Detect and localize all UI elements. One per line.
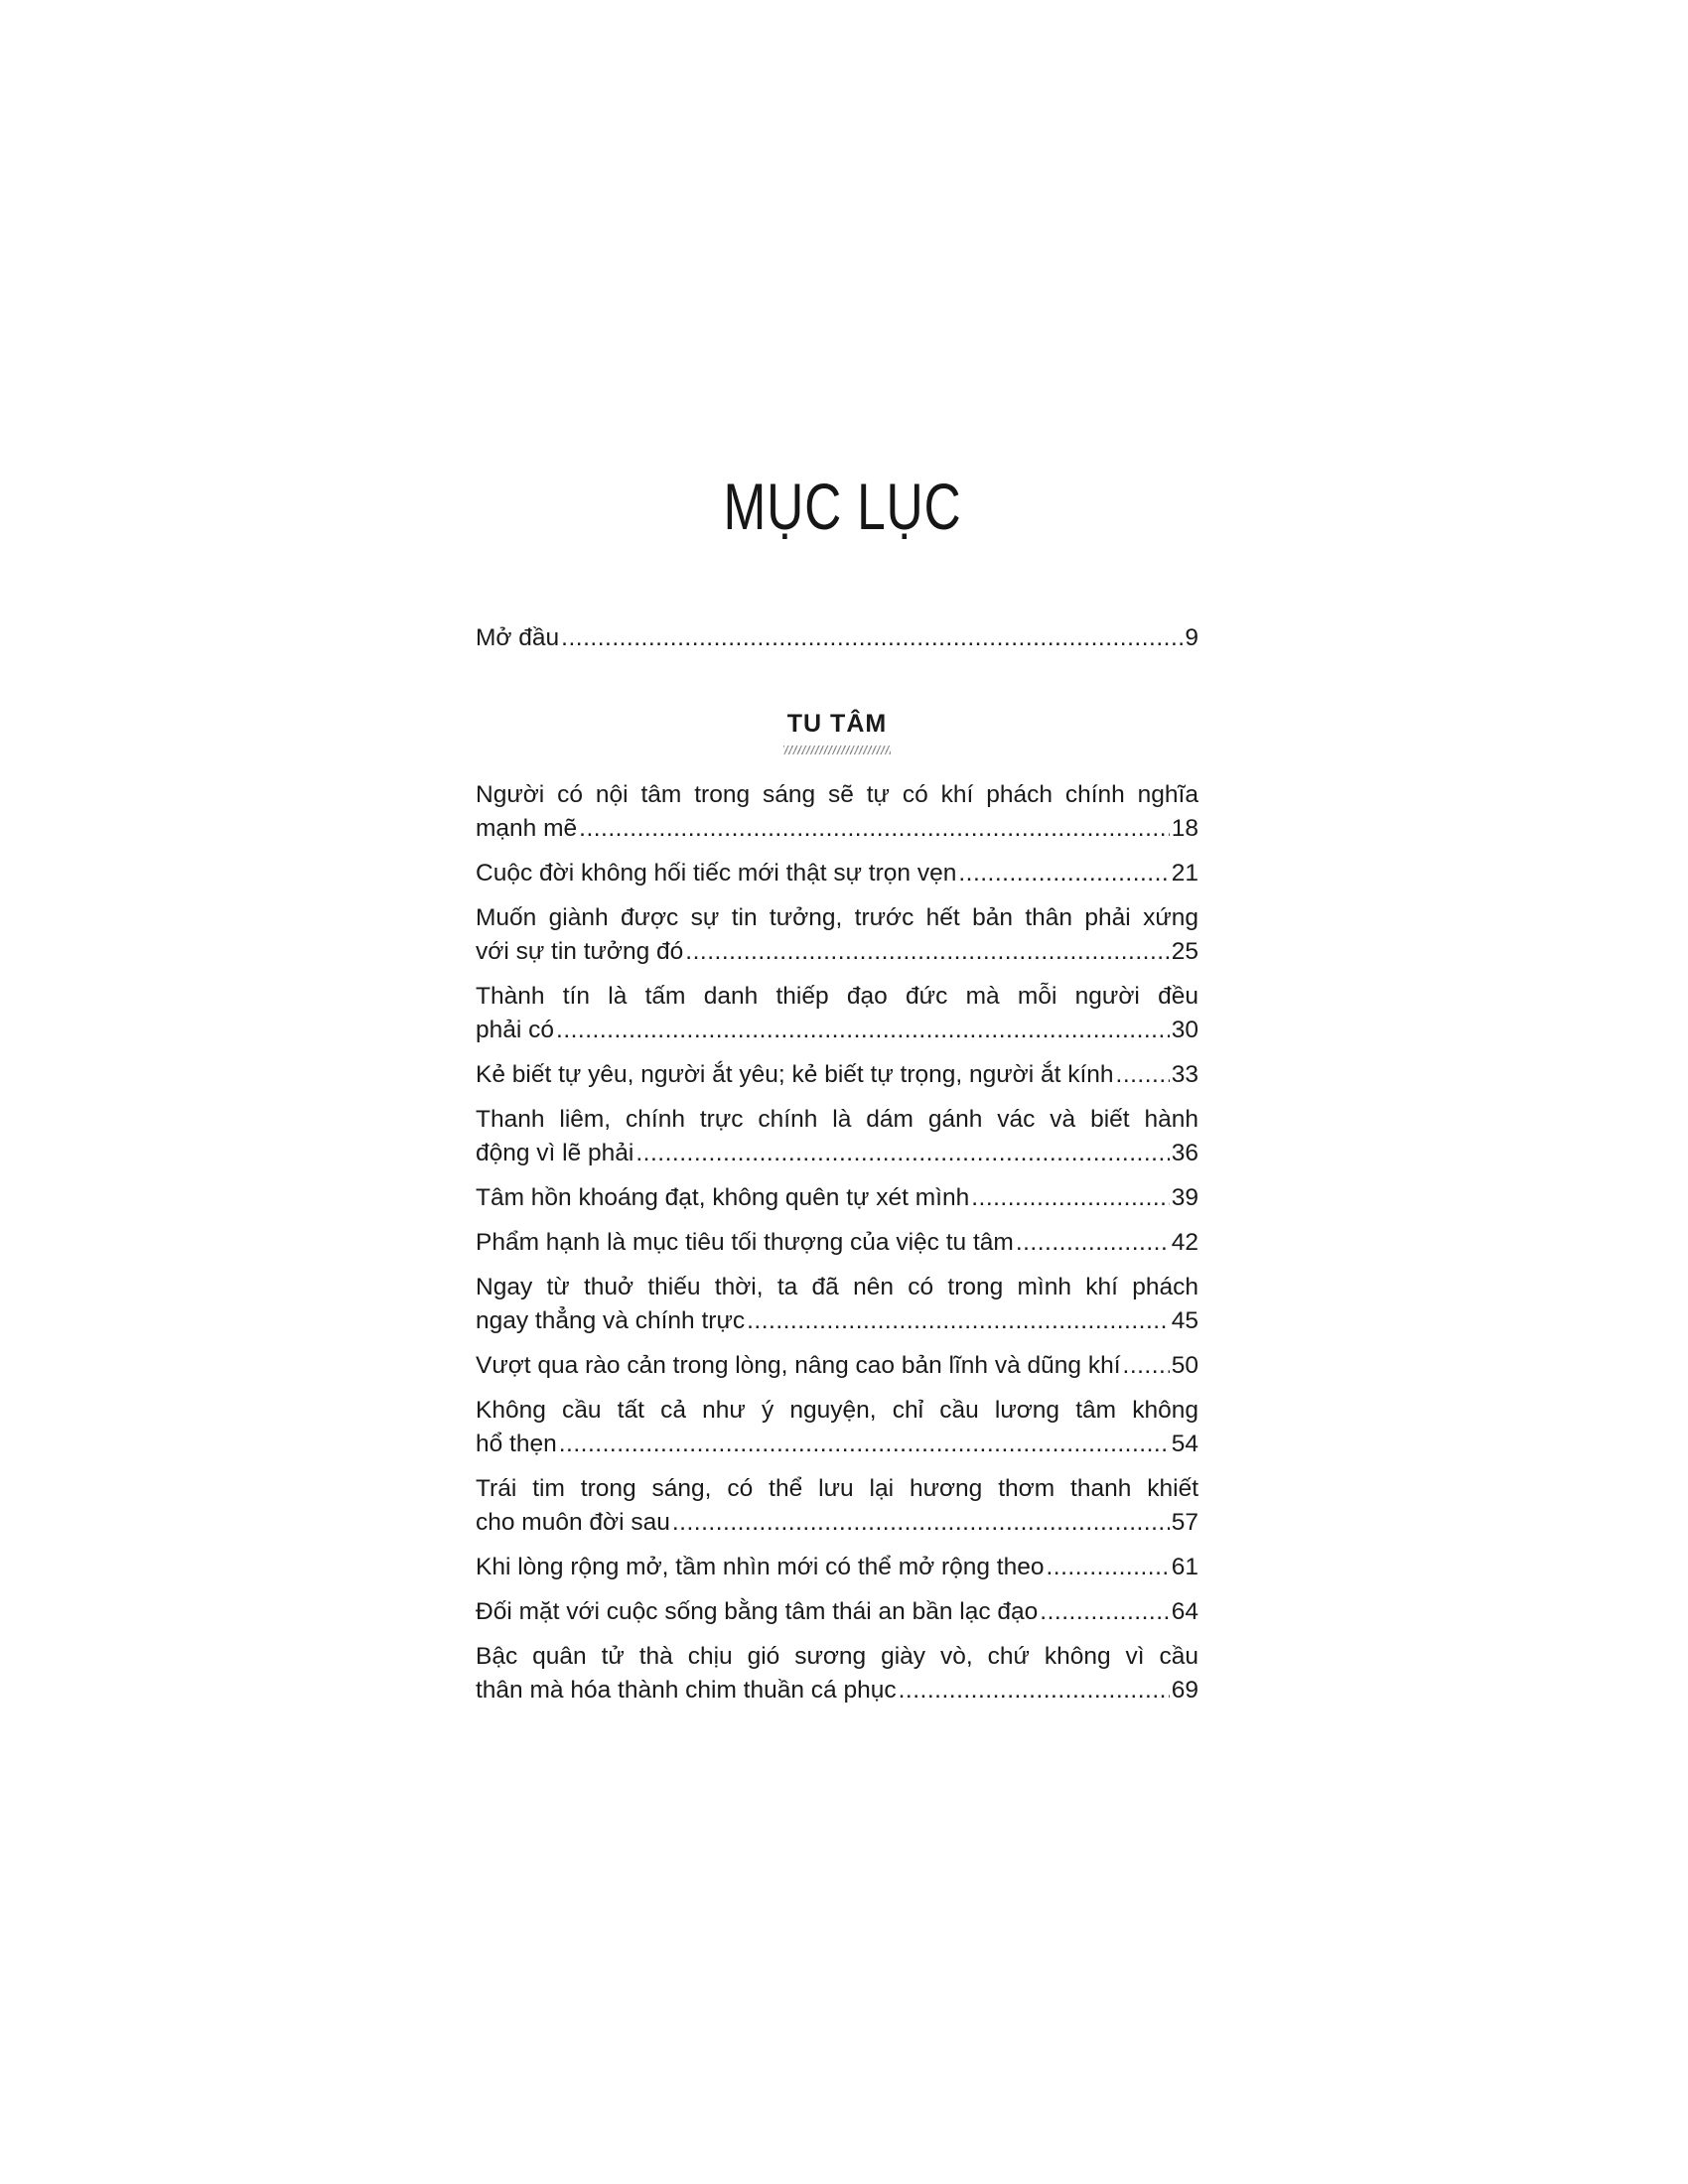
toc-page-number: 45 [1171,1307,1198,1334]
toc-page-number: 30 [1171,1017,1198,1043]
toc-page-number: 54 [1171,1431,1198,1457]
toc-entry-title: Khi lòng rộng mở, tầm nhìn mới có thể mở rộng theo [476,1554,1045,1580]
toc-entry-title-line1: Không cầu tất cả như ý nguyện, chỉ cầu lương tâm không [476,1397,1198,1424]
toc-entry-title-line1: Thành tín là tấm danh thiếp đạo đức mà mỗi người đều [476,983,1198,1010]
toc-page-number: 57 [1171,1509,1198,1536]
toc-entry-title: với sự tin tưởng đó [476,938,684,965]
toc-page-number: 36 [1171,1140,1198,1166]
toc-entry [476,980,1198,1047]
toc-entry-title-line1: Muốn giành được sự tin tưởng, trước hết bản thân phải xứng [476,904,1198,931]
toc-entry-title: Phẩm hạnh là mục tiêu tối thượng của việc tu tâm [476,1229,1014,1256]
toc-entry [476,1103,1198,1170]
toc-entry-title: hổ thẹn [476,1431,557,1457]
toc-entry [476,901,1198,969]
dot-leader [1047,1551,1170,1584]
toc-entry-title-line1: Thanh liêm, chính trực chính là dám gánh vác và biết hành [476,1106,1198,1133]
section-heading [476,707,1198,754]
toc-entry [476,1181,1198,1215]
toc-entry [476,1472,1198,1540]
toc-page-number: 61 [1171,1554,1198,1580]
toc-page-number: 18 [1171,815,1198,842]
dot-leader [556,1014,1170,1047]
dot-leader [899,1674,1170,1707]
toc-entry [476,1058,1198,1092]
dot-leader [971,1181,1170,1215]
toc-page-number: 69 [1171,1677,1198,1704]
toc-page-number: 42 [1171,1229,1198,1256]
toc-entry [476,1595,1198,1629]
toc-entry-title-line1: Người có nội tâm trong sáng sẽ tự có khí phách chính nghĩa [476,781,1198,808]
toc-entry-title: Đối mặt với cuộc sống bằng tâm thái an bần lạc đạo [476,1598,1039,1625]
dot-leader [1040,1595,1169,1629]
toc-entry-title: ngay thẳng và chính trực [476,1307,746,1334]
dot-leader [579,812,1170,846]
toc-page-number: 25 [1171,938,1198,965]
dot-leader [561,621,1183,655]
table-of-contents [476,621,1198,1718]
dot-leader [958,857,1169,890]
toc-entry-title: Mở đầu [476,624,560,651]
toc-page-number: 50 [1171,1352,1198,1379]
dot-leader [1123,1349,1170,1383]
toc-entry-title: động vì lẽ phải [476,1140,634,1166]
page-title: MỤC LỤC [723,470,962,543]
toc-entry-title: Tâm hồn khoáng đạt, không quên tự xét mình [476,1184,970,1211]
toc-entry [476,1551,1198,1584]
dot-leader [559,1428,1170,1461]
toc-entry-title: phải có [476,1017,555,1043]
toc-page-number: 39 [1171,1184,1198,1211]
toc-entry-title-line1: Bậc quân tử thà chịu gió sương giày vò, chứ không vì cầu [476,1643,1198,1670]
section-underline-decoration [783,746,891,754]
toc-entry-title: Cuộc đời không hối tiếc mới thật sự trọn vẹn [476,860,957,887]
toc-entry-title: Kẻ biết tự yêu, người ắt yêu; kẻ biết tự trọng, người ắt kính [476,1061,1114,1088]
toc-entry [476,1640,1198,1707]
toc-entry-title: thân mà hóa thành chim thuần cá phục [476,1677,897,1704]
dot-leader [685,935,1169,969]
toc-entry [476,778,1198,846]
toc-entry [476,1271,1198,1338]
toc-entry-title: cho muôn đời sau [476,1509,670,1536]
toc-entry-intro [476,621,1198,655]
toc-page-number: 33 [1171,1061,1198,1088]
toc-entry-title: mạnh mẽ [476,815,578,842]
toc-page-number: 64 [1171,1598,1198,1625]
dot-leader [635,1137,1169,1170]
section-title: TU TÂM [786,710,888,738]
toc-page-number: 21 [1171,860,1198,887]
toc-entry [476,1226,1198,1260]
toc-entry [476,1394,1198,1461]
toc-entry-title-line1: Ngay từ thuở thiếu thời, ta đã nên có trong mình khí phách [476,1274,1198,1300]
dot-leader [672,1506,1170,1540]
dot-leader [747,1304,1170,1338]
dot-leader [1116,1058,1170,1092]
toc-entry-title: Vượt qua rào cản trong lòng, nâng cao bản lĩnh và dũng khí [476,1352,1121,1379]
toc-entry [476,857,1198,890]
toc-page-number: 9 [1185,624,1198,651]
toc-entry-list [476,778,1198,1707]
toc-entry-title-line1: Trái tim trong sáng, có thể lưu lại hương thơm thanh khiết [476,1475,1198,1502]
toc-entry [476,1349,1198,1383]
dot-leader [1016,1226,1170,1260]
